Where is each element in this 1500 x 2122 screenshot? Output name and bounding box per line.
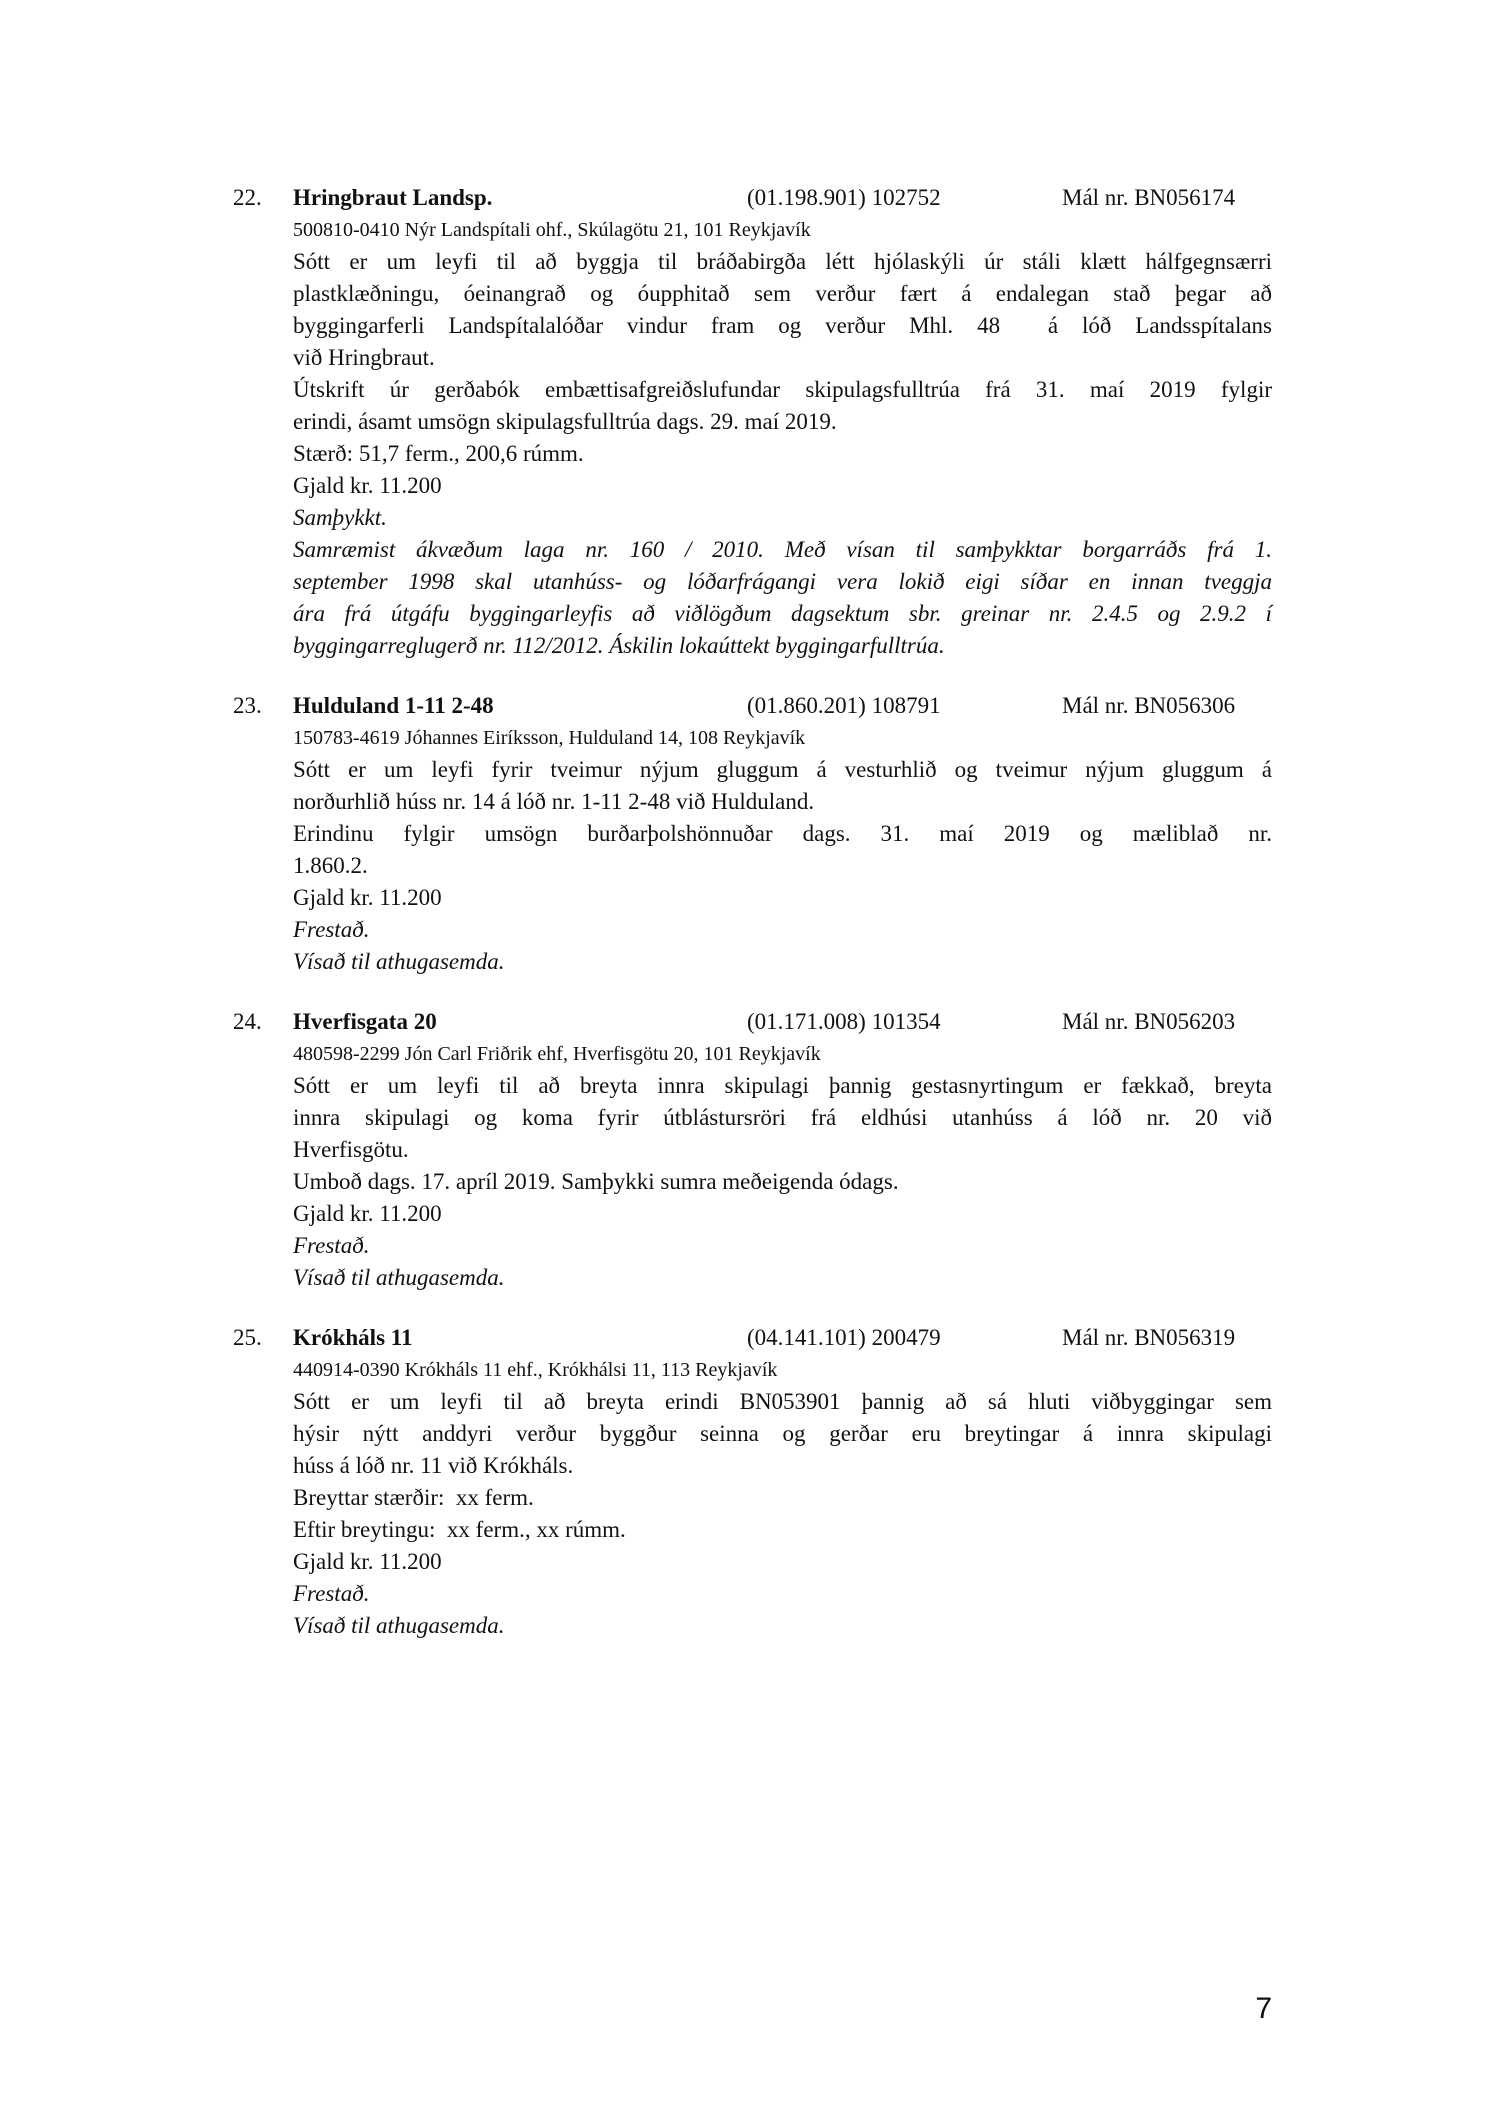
body-line: við Hringbraut. bbox=[293, 345, 435, 370]
body-line: Umboð dags. 17. apríl 2019. Samþykki sumra meðeigenda ódags. bbox=[293, 1169, 899, 1194]
decision-note-line: Vísað til athugasemda. bbox=[293, 949, 505, 974]
item-number: 23. bbox=[233, 693, 262, 718]
item-header bbox=[233, 182, 1272, 214]
permit-item-24 bbox=[233, 1006, 1272, 1294]
item-title: Hringbraut Landsp. bbox=[293, 185, 493, 210]
item-owner-address: 480598-2299 Jón Carl Friðrik ehf, Hverfisgötu 20, 101 Reykjavík bbox=[293, 1043, 821, 1065]
item-header bbox=[233, 1322, 1272, 1354]
decision-line: Frestað. bbox=[293, 1581, 370, 1606]
size-line: Eftir breytingu: xx ferm., xx rúmm. bbox=[293, 1517, 626, 1542]
item-owner-address: 440914-0390 Krókháls 11 ehf., Krókhálsi 11, 113 Reykjavík bbox=[293, 1359, 778, 1381]
permit-item-25 bbox=[233, 1322, 1272, 1642]
body-line: Sótt er um leyfi fyrir tveimur nýjum gluggum á vesturhlið og tveimur nýjum gluggum á bbox=[293, 757, 1272, 782]
item-body bbox=[293, 754, 1272, 978]
item-owner-address: 500810-0410 Nýr Landspítali ohf., Skúlagötu 21, 101 Reykjavík bbox=[293, 219, 811, 241]
item-parcel-number: (04.141.101) 200479 bbox=[747, 1325, 941, 1350]
item-number: 25. bbox=[233, 1325, 262, 1350]
decision-note-line: Vísað til athugasemda. bbox=[293, 1613, 505, 1638]
decision-note-line: ára frá útgáfu byggingarleyfis að viðlögðum dagsektum sbr. greinar nr. 2.4.5 og 2.9.2 í bbox=[293, 601, 1272, 626]
item-case-number: Mál nr. BN056203 bbox=[1062, 1009, 1236, 1034]
item-parcel-number: (01.171.008) 101354 bbox=[747, 1009, 941, 1034]
item-header bbox=[233, 690, 1272, 722]
body-line: Sótt er um leyfi til að byggja til bráðabirgða létt hjólaskýli úr stáli klætt hálfgegnsærri bbox=[293, 249, 1272, 274]
item-case-number: Mál nr. BN056306 bbox=[1062, 693, 1236, 718]
decision-note-line: Vísað til athugasemda. bbox=[293, 1265, 505, 1290]
body-line: Sótt er um leyfi til að breyta erindi BN053901 þannig að sá hluti viðbyggingar sem bbox=[293, 1389, 1272, 1414]
body-line: plastklæðningu, óeinangrað og óupphitað sem verður fært á endalegan stað þegar að bbox=[293, 281, 1272, 306]
decision-note-line: byggingarreglugerð nr. 112/2012. Áskilin lokaúttekt byggingarfulltrúa. bbox=[293, 633, 945, 658]
item-body bbox=[293, 246, 1272, 662]
decision-note-line: september 1998 skal utanhúss- og lóðarfrágangi vera lokið eigi síðar en innan tveggja bbox=[293, 569, 1272, 594]
body-line: hýsir nýtt anddyri verður byggður seinna og gerðar eru breytingar á innra skipulagi bbox=[293, 1421, 1272, 1446]
item-owner-address: 150783-4619 Jóhannes Eiríksson, Hulduland 14, 108 Reykjavík bbox=[293, 727, 806, 749]
item-number: 22. bbox=[233, 185, 262, 210]
body-line: byggingarferli Landspítalalóðar vindur fram og verður Mhl. 48 á lóð Landsspítalans bbox=[293, 313, 1272, 338]
item-case-number: Mál nr. BN056174 bbox=[1062, 185, 1236, 210]
body-line: erindi, ásamt umsögn skipulagsfulltrúa dags. 29. maí 2019. bbox=[293, 409, 837, 434]
decision-line: Samþykkt. bbox=[293, 505, 387, 530]
size-line: Stærð: 51,7 ferm., 200,6 rúmm. bbox=[293, 441, 584, 466]
fee-line: Gjald kr. 11.200 bbox=[293, 1201, 442, 1226]
decision-line: Frestað. bbox=[293, 1233, 370, 1258]
item-header bbox=[233, 1006, 1272, 1038]
decision-note-line: Samræmist ákvæðum laga nr. 160 / 2010. Með vísan til samþykktar borgarráðs frá 1. bbox=[293, 537, 1272, 562]
fee-line: Gjald kr. 11.200 bbox=[293, 473, 442, 498]
item-parcel-number: (01.198.901) 102752 bbox=[747, 185, 941, 210]
permit-item-23 bbox=[233, 690, 1272, 978]
item-title: Hverfisgata 20 bbox=[293, 1009, 437, 1034]
item-title: Hulduland 1-11 2-48 bbox=[293, 693, 494, 718]
body-line: 1.860.2. bbox=[293, 853, 368, 878]
body-line: innra skipulagi og koma fyrir útblástursröri frá eldhúsi utanhúss á lóð nr. 20 við bbox=[293, 1105, 1272, 1130]
permit-item-list bbox=[233, 182, 1272, 1642]
body-line: húss á lóð nr. 11 við Krókháls. bbox=[293, 1453, 574, 1478]
body-line: Sótt er um leyfi til að breyta innra skipulagi þannig gestasnyrtingum er fækkað, breyta bbox=[293, 1073, 1272, 1098]
page-number: 7 bbox=[1255, 1992, 1272, 2025]
body-line: Erindinu fylgir umsögn burðarþolshönnuðar dags. 31. maí 2019 og mæliblað nr. bbox=[293, 821, 1272, 846]
body-line: Útskrift úr gerðabók embættisafgreiðslufundar skipulagsfulltrúa frá 31. maí 2019 fylgir bbox=[293, 377, 1272, 402]
body-line: Hverfisgötu. bbox=[293, 1137, 409, 1162]
fee-line: Gjald kr. 11.200 bbox=[293, 885, 442, 910]
fee-line: Gjald kr. 11.200 bbox=[293, 1549, 442, 1574]
body-line: norðurhlið húss nr. 14 á lóð nr. 1-11 2-48 við Hulduland. bbox=[293, 789, 815, 814]
decision-line: Frestað. bbox=[293, 917, 370, 942]
size-line: Breyttar stærðir: xx ferm. bbox=[293, 1485, 534, 1510]
item-body bbox=[293, 1386, 1272, 1642]
item-title: Krókháls 11 bbox=[293, 1325, 413, 1350]
item-case-number: Mál nr. BN056319 bbox=[1062, 1325, 1236, 1350]
item-parcel-number: (01.860.201) 108791 bbox=[747, 693, 941, 718]
permit-item-22 bbox=[233, 182, 1272, 662]
item-body bbox=[293, 1070, 1272, 1294]
item-number: 24. bbox=[233, 1009, 262, 1034]
